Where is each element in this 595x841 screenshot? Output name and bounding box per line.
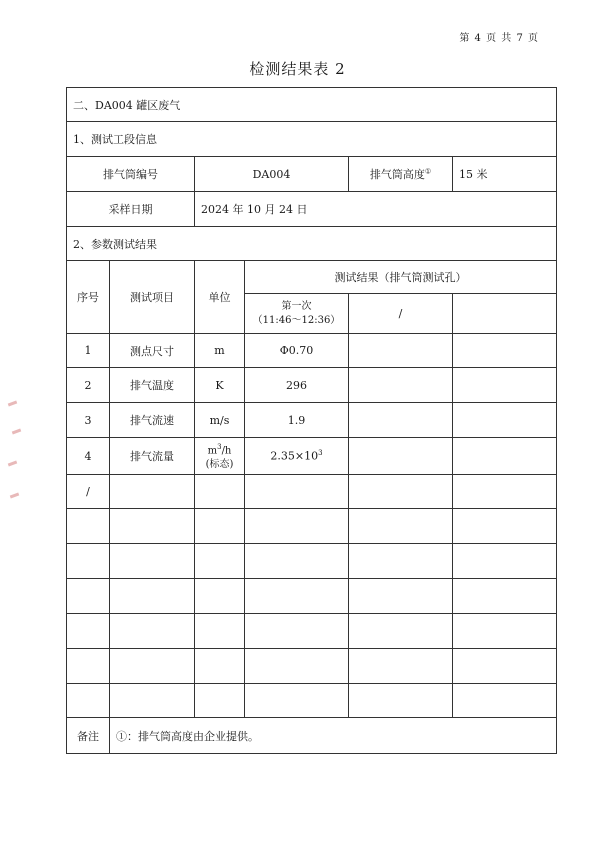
row-unit: m (207, 445, 218, 457)
section-row (67, 88, 557, 122)
row-no: / (67, 475, 110, 509)
col-unit-header: 单位 (195, 261, 245, 334)
scan-mark (12, 429, 21, 435)
page-title: 检测结果表 2 (249, 60, 346, 78)
empty-cell (110, 614, 195, 649)
empty-cell (110, 544, 195, 579)
empty-cell (349, 614, 453, 649)
empty-cell (195, 614, 245, 649)
row-unit-sup: 3 (217, 442, 222, 451)
empty-cell (453, 684, 557, 718)
table-row (67, 438, 557, 475)
empty-cell (453, 649, 557, 684)
empty-cell (110, 649, 195, 684)
empty-cell (245, 649, 349, 684)
scan-mark (10, 493, 19, 499)
row-unit-extra: /h (221, 445, 232, 457)
section-title: 二、DA004 罐区废气 (67, 88, 557, 122)
col-result-header: 测试结果（排气筒测试孔） (245, 261, 557, 294)
first-measurement-header (245, 294, 349, 334)
sample-date-value: 2024 年 10 月 24 日 (195, 192, 557, 227)
table-row (67, 368, 557, 403)
empty-cell (453, 438, 557, 475)
empty-cell (349, 684, 453, 718)
row-value: Φ0.70 (245, 334, 349, 368)
first-time: （11:46～12:36） (252, 314, 341, 326)
stack-height-value: 15 米 (453, 157, 557, 192)
empty-cell (110, 579, 195, 614)
results-header-row (67, 261, 557, 294)
table-row (67, 649, 557, 684)
stack-height-mark: ① (424, 167, 432, 176)
subsection-row (67, 227, 557, 261)
empty-cell (453, 334, 557, 368)
row-value: 2.35×10 (270, 449, 319, 463)
remark-text: ①：排气筒高度由企业提供。 (110, 718, 557, 754)
scan-mark (8, 401, 17, 407)
empty-cell (453, 579, 557, 614)
empty-cell (453, 544, 557, 579)
empty-cell (349, 649, 453, 684)
empty-cell (245, 614, 349, 649)
empty-cell (349, 403, 453, 438)
col-item-header: 测试项目 (110, 261, 195, 334)
row-no: 3 (67, 403, 110, 438)
first-label: 第一次 (281, 300, 312, 312)
subsection-title-2: 2、参数测试结果 (67, 227, 557, 261)
empty-cell (67, 649, 110, 684)
remark-label: 备注 (67, 718, 110, 754)
row-value-cell (245, 438, 349, 475)
empty-cell (245, 544, 349, 579)
row-unit: K (195, 368, 245, 403)
empty-cell (453, 403, 557, 438)
row-item: 排气流量 (110, 438, 195, 475)
empty-cell (349, 334, 453, 368)
table-row (67, 684, 557, 718)
row-item: 测点尺寸 (110, 334, 195, 368)
row-unit-note: (标态) (205, 459, 234, 471)
remark-row (67, 718, 557, 754)
row-value: 296 (245, 368, 349, 403)
stack-no-value: DA004 (195, 157, 349, 192)
empty-cell (453, 368, 557, 403)
row-no: 4 (67, 438, 110, 475)
empty-cell (67, 579, 110, 614)
scan-mark (8, 461, 17, 467)
table-row (67, 544, 557, 579)
subsection-row (67, 122, 557, 157)
table-row (67, 614, 557, 649)
empty-cell (245, 579, 349, 614)
empty-cell (349, 475, 453, 509)
table-row (67, 509, 557, 544)
row-value: 1.9 (245, 403, 349, 438)
row-unit: m/s (195, 403, 245, 438)
stack-no-label: 排气筒编号 (67, 157, 195, 192)
stack-height-label: 排气筒高度 (369, 168, 425, 181)
col-no-header: 序号 (67, 261, 110, 334)
empty-cell (195, 684, 245, 718)
empty-cell (110, 509, 195, 544)
empty-cell (195, 579, 245, 614)
empty-cell (195, 509, 245, 544)
sample-date-label: 采样日期 (67, 192, 195, 227)
empty-cell (67, 509, 110, 544)
empty-cell (195, 649, 245, 684)
row-item: 排气流速 (110, 403, 195, 438)
empty-cell (67, 544, 110, 579)
row-item: 排气温度 (110, 368, 195, 403)
row-no: 1 (67, 334, 110, 368)
empty-cell (67, 684, 110, 718)
empty-cell (195, 475, 245, 509)
table-row (67, 579, 557, 614)
empty-cell (245, 475, 349, 509)
second-measurement-header: / (349, 294, 453, 334)
table-row (67, 403, 557, 438)
table-row (67, 475, 557, 509)
empty-cell (245, 509, 349, 544)
empty-cell (110, 684, 195, 718)
subsection-title-1: 1、测试工段信息 (67, 122, 557, 157)
empty-cell (195, 544, 245, 579)
empty-cell (349, 438, 453, 475)
stack-info-row (67, 157, 557, 192)
empty-cell (67, 614, 110, 649)
page-number: 第 4 页 共 7 页 (459, 33, 539, 44)
empty-cell (245, 684, 349, 718)
table-row (67, 334, 557, 368)
sample-date-row (67, 192, 557, 227)
row-unit-cell (195, 438, 245, 475)
row-unit-main (199, 440, 240, 458)
stack-height-label-cell (349, 157, 453, 192)
row-value-sup: 3 (318, 449, 323, 458)
empty-cell (453, 509, 557, 544)
row-unit: m (195, 334, 245, 368)
row-no: 2 (67, 368, 110, 403)
empty-cell (349, 579, 453, 614)
result-table (66, 87, 557, 754)
empty-cell (453, 475, 557, 509)
empty-cell (453, 294, 557, 334)
empty-cell (349, 368, 453, 403)
empty-cell (110, 475, 195, 509)
empty-cell (349, 544, 453, 579)
empty-cell (349, 509, 453, 544)
empty-cell (453, 614, 557, 649)
